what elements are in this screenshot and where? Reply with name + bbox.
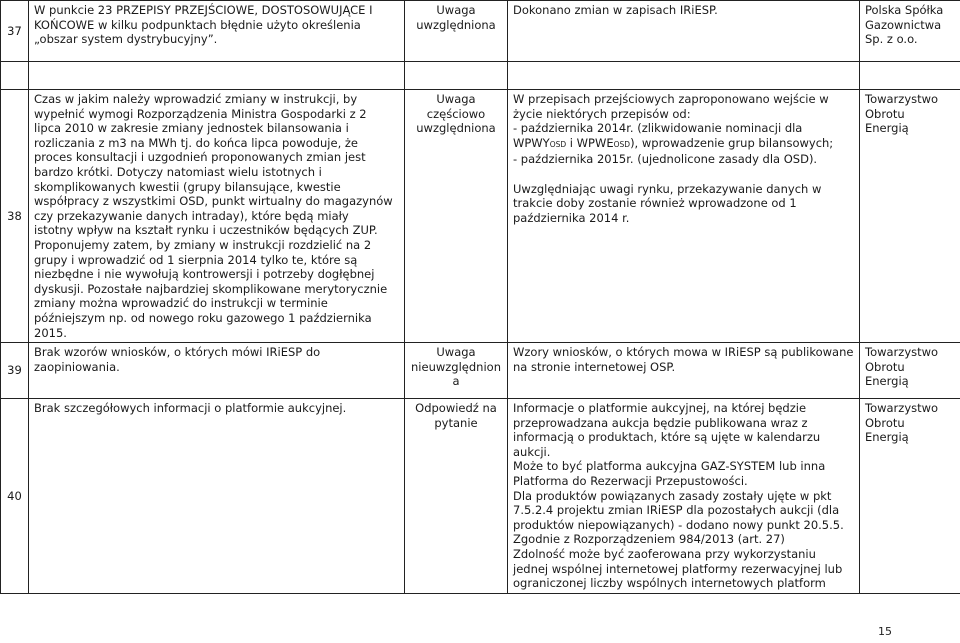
response-line: października 2014 r. [513,210,630,225]
comment-line: czy przekazywanie danych intraday), które będą miały [34,208,349,223]
comment-line: skomplikowanych kwestii (grupy bilansujące, kwestie [34,179,341,194]
response-line: W przepisach przejściowych zaproponowano wejście w [513,92,829,106]
response-line: przeprowadzana aukcja będzie publikowana wraz z [513,415,808,430]
gap-cell [1,62,29,90]
response-line: trakcie doby zostanie również wprowadzone od 1 [513,196,797,211]
status-line: częściowo [426,106,486,121]
author-cell [860,343,960,399]
comment-line: rozliczania z m3 na MWh tj. do końca lipca powoduje, że [34,135,359,150]
status-line: uwzględniona [416,17,496,32]
row-number: 37 [1,1,29,62]
status-cell [405,399,508,594]
comment-line: Brak wzorów wniosków, o których mówi IRiESP do [34,345,321,360]
response-text: WPWY [513,135,550,150]
response-line: Informacje o platformie aukcyjnej, na której będzie [513,401,807,416]
status-line: Uwaga [436,92,476,106]
response-line: życie niektórych przepisów od: [513,106,691,121]
comment-cell [29,90,405,343]
row-number: 38 [1,90,29,343]
status-line: pytanie [434,415,478,430]
comment-line: zaopiniowania. [34,359,120,374]
response-line [513,136,854,153]
status-line: Odpowiedź na [415,401,497,416]
author-line: Energią [865,374,909,389]
table-row-38 [1,90,960,343]
author-line: Polska Spółka [865,3,944,17]
author-cell [860,1,960,62]
comment-line: Proponujemy zatem, by zmiany w instrukcji rozdzielić na 2 [34,237,372,252]
response-line: na stronie internetowej OSP. [513,359,676,374]
comment-line: „obszar system dystrybucyjny”. [34,32,218,47]
response-line: Wzory wniosków, o których mowa w IRiESP są publikowane [513,345,854,360]
status-line: uwzględniona [416,121,496,136]
row-number: 39 [1,343,29,399]
comment-line: istotny wpływ na kształt rynku i uczestników będących ZUP. [34,223,378,238]
author-line: Obrotu [865,415,905,430]
comment-line: bardzo krótki. Dotyczy natomiast wielu istotnych i [34,164,322,179]
response-line: Zgodnie z Rozporządzeniem 984/2013 (art. 27) [513,532,785,547]
response-line: - października 2015r. (ujednolicone zasady dla OSD). [513,152,818,167]
comment-cell [29,399,405,594]
response-line: Uwzględniając uwagi rynku, przekazywanie danych w [513,181,822,196]
comment-line: dyskusji. Pozostałe najbardziej skomplikowane merytorycznie [34,281,388,296]
comment-line: Brak szczegółowych informacji o platformie aukcyjnej. [34,401,347,416]
table-row-39 [1,343,960,399]
comment-line: grupy i wprowadzić od 1 sierpnia 2014 tylko te, które są [34,252,358,267]
comment-line: KOŃCOWE w kilku podpunktach błędnie użyto określenia [34,17,361,32]
page-number: 15 [878,625,892,638]
author-line: Towarzystwo [865,401,939,416]
gap-cell [29,62,405,90]
comment-line: zmiany można wprowadzić do instrukcji w terminie [34,296,328,311]
comment-cell [29,1,405,62]
response-line: Platforma do Rezerwacji Przepustowości. [513,474,748,489]
comment-line: niezbędne i nie wywołują kontrowersji i potrzeby dogłębnej [34,267,375,282]
author-line: Energią [865,430,909,445]
comment-line: wypełnić wymogi Rozporządzenia Ministra Gospodarki z 2 [34,106,367,121]
comment-line: Czas w jakim należy wprowadzić zmiany w instrukcji, by [34,92,358,106]
response-cell [508,399,860,594]
table-gap [1,62,960,90]
response-line: informacją o produktach, które są ujęte w kalendarzu [513,430,821,445]
author-line: Sp. z o.o. [865,32,918,47]
comment-line: W punkcie 23 PRZEPISY PRZEJŚCIOWE, DOSTOSOWUJĄCE I [34,3,373,17]
status-cell [405,1,508,62]
response-spacer [513,167,854,182]
status-cell [405,343,508,399]
author-line: Energią [865,121,909,136]
author-line: Obrotu [865,106,905,121]
response-cell [508,343,860,399]
response-line: Może to być platforma aukcyjna GAZ-SYSTEM lub inna [513,459,826,474]
status-line: Uwaga [436,345,476,360]
author-line: Towarzystwo [865,92,939,106]
response-cell [508,90,860,343]
comment-cell [29,343,405,399]
table-row-40 [1,399,960,594]
status-line: nieuwzględniona [411,359,501,389]
subscript-text: OSD [549,139,567,149]
response-line: ograniczonej liczby wspólnych internetowych platform [513,576,826,591]
comment-line: lipca 2010 w zakresie zmiany jednostek bilansowania i [34,121,349,136]
table-row-37 [1,1,960,62]
response-line: - października 2014r. (zlikwidowanie nominacji dla [513,121,803,136]
status-cell [405,90,508,343]
gap-cell [405,62,508,90]
comment-line: proces konsultacji i uzgodnień proponowanych zmian jest [34,150,366,165]
response-line: Dokonano zmian w zapisach IRiESP. [513,3,718,17]
response-line: jednej wspólnej internetowej platformy rezerwacyjnej lub [513,561,843,576]
comment-line: współpracy z wszystkimi OSD, punkt wirtualny do magazynów [34,194,393,209]
response-cell [508,1,860,62]
author-line: Gazownictwa [865,17,942,32]
status-line: Uwaga [436,3,476,17]
author-line: Towarzystwo [865,345,939,360]
response-text: i WPWE [566,135,614,150]
gap-cell [860,62,960,90]
author-line: Obrotu [865,359,905,374]
comment-line: 2015. [34,325,67,340]
gap-cell [508,62,860,90]
response-line: produktów niepowiązanych) - dodano nowy punkt 20.5.5. [513,517,844,532]
comment-line: późniejszym np. od nowego roku gazowego 1 października [34,310,372,325]
response-text: ), wprowadzenie grup bilansowych; [630,135,834,150]
row-number: 40 [1,399,29,594]
author-cell [860,399,960,594]
response-line: aukcji. [513,444,551,459]
subscript-text: OSD [613,139,631,149]
response-line: Dla produktów powiązanych zasady zostały ujęte w pkt [513,488,832,503]
response-line: 7.5.2.4 projektu zmian IRiESP dla pozostałych aukcji (dla [513,503,840,518]
author-cell [860,90,960,343]
response-line: Zdolność może być zaoferowana przy wykorzystaniu [513,547,816,562]
